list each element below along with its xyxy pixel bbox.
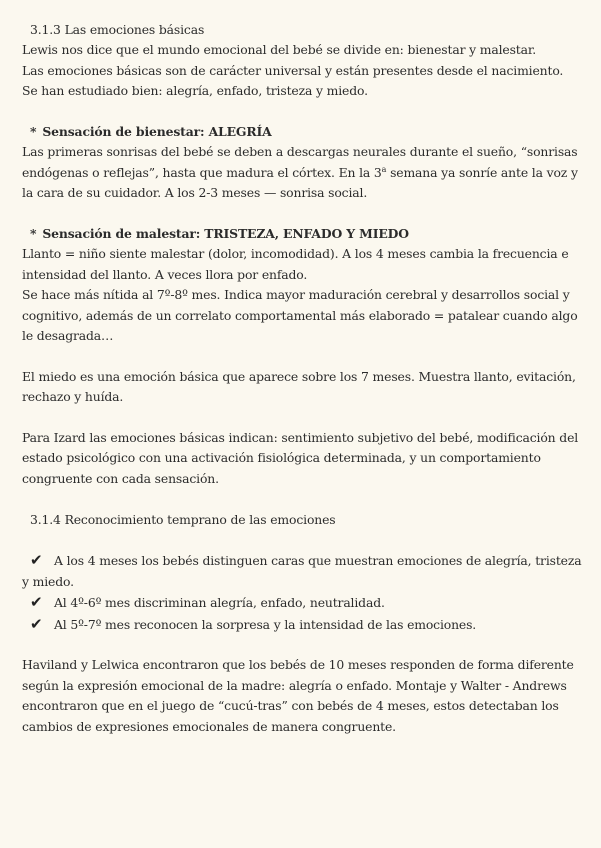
heading-malestar-text: Sensación de malestar: TRISTEZA, ENFADO Y MIEDO [42,226,409,242]
check-item [22,592,583,613]
paragraph-nitida: Se hace más nítida al 7º-8º mes. Indica mayor maduración cerebral y desarrollos social y cognitivo, además de un correlato comportamental más elaborado = patalear cuando algo le desagrada… [22,287,578,344]
spacer [22,530,583,550]
paragraph-llanto: Llanto = niño siente malestar (dolor, incomodidad). A los 4 meses cambia la frecuencia e intensidad del llanto. A veces llora por enfado. [22,246,569,282]
ordinal-superscript: a [381,164,387,174]
paragraph-sonrisas-part-b: semana ya sonríe ante la voz y la cara de su cuidador. A los 2-3 meses — sonrisa social. [22,164,578,201]
heading-bienestar [22,122,583,142]
paragraph-lewis: Lewis nos dice que el mundo emocional del bebé se divide en: bienestar y malestar. [22,42,537,58]
asterisk-bullet: * [30,226,37,242]
paragraph-studied: Se han estudiado bien: alegría, enfado, tristeza y miedo. [22,83,368,99]
heading-bienestar-text: Sensación de bienestar: ALEGRÍA [42,124,272,140]
paragraph-sonrisas-part-a: Las primeras sonrisas del bebé se deben a descargas neurales durante el sueño, “sonrisas endógenas o reflejas”, hasta que madura el córtex. En la 3 [22,144,578,180]
section-title-3-1-4: 3.1.4 Reconocimiento temprano de las emociones [30,511,336,527]
check-item [22,550,583,592]
check-item-text: Al 4º-6º mes discriminan alegría, enfado, neutralidad. [54,595,385,611]
check-item-text: Al 5º-7º mes reconocen la sorpresa y la intensidad de las emociones. [54,616,477,632]
check-item-text: A los 4 meses los bebés distinguen caras que muestran emociones de alegría, tristeza y miedo. [22,553,582,589]
spacer [22,489,583,509]
paragraph-haviland: Haviland y Lelwica encontraron que los bebés de 10 meses responden de forma diferente según la expresión emocional de la madre: alegría o enfado. Montaje y Walter - Andrews encontraron que en el juego de “cucú-tras” con bebés de 4 meses, estos detectaban los cambios de expresiones emocionales de manera congruente. [22,657,574,734]
paragraph-izard: Para Izard las emociones básicas indican: sentimiento subjetivo del bebé, modificación del estado psicológico con una activación fisiológica determinada, y un comportamiento congruente con cada sensación. [22,430,579,486]
spacer [22,635,583,655]
paragraph-sonrisas [22,142,583,203]
spacer [22,408,583,428]
spacer [22,346,583,366]
check-item [22,614,583,635]
checkmark-icon: ✔ [30,593,43,612]
paragraph-miedo: El miedo es una emoción básica que aparece sobre los 7 meses. Muestra llanto, evitación, rechazo y huída. [22,368,576,405]
asterisk-bullet: * [30,124,37,140]
checkmark-icon: ✔ [30,551,43,570]
checkmark-icon: ✔ [30,614,43,633]
section-title-3-1-3: 3.1.3 Las emociones básicas [30,22,205,37]
spacer [22,102,583,122]
paragraph-basic-emotions: Las emociones básicas son de carácter universal y están presentes desde el nacimiento. [22,62,564,78]
heading-malestar [22,224,583,244]
spacer [22,204,583,224]
